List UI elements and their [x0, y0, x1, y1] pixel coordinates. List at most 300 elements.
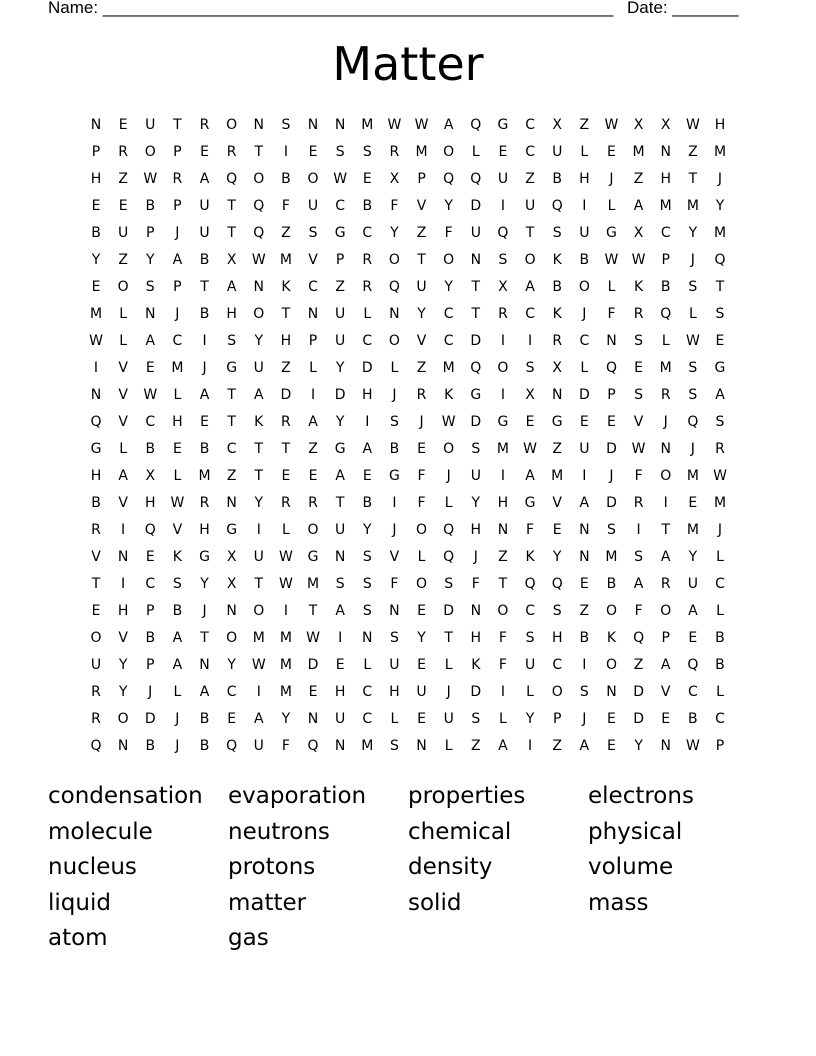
- grid-letter: E: [118, 117, 128, 133]
- grid-letter: K: [606, 630, 617, 646]
- grid-letter: V: [172, 522, 183, 538]
- grid-letter: N: [579, 522, 590, 538]
- grid-letter: S: [634, 549, 644, 565]
- grid-letter: B: [145, 441, 156, 457]
- grid-letter: N: [90, 117, 102, 133]
- grid-letter: N: [606, 684, 617, 700]
- grid-letter: G: [334, 225, 346, 241]
- grid-letter: J: [473, 549, 478, 565]
- grid-letter: A: [633, 576, 644, 592]
- grid-letter: V: [118, 495, 128, 511]
- grid-letter: U: [416, 279, 427, 295]
- grid-letter: B: [552, 171, 562, 187]
- grid-letter: S: [335, 576, 345, 592]
- grid-letter: A: [118, 468, 128, 484]
- grid-letter: C: [443, 333, 454, 349]
- grid-letter: S: [715, 414, 725, 430]
- word-bank-item: evaporation: [228, 783, 367, 809]
- grid-letter: E: [417, 657, 426, 673]
- grid-letter: C: [145, 576, 156, 592]
- grid-letter: Y: [525, 711, 535, 727]
- grid-letter: B: [199, 711, 210, 727]
- grid-letter: V: [118, 387, 128, 403]
- grid-letter: E: [308, 468, 318, 484]
- grid-letter: L: [363, 657, 372, 673]
- grid-letter: E: [200, 144, 209, 160]
- grid-letter: L: [716, 603, 724, 619]
- grid-letter: R: [362, 279, 373, 295]
- grid-letter: N: [579, 549, 590, 565]
- grid-letter: S: [552, 603, 562, 619]
- grid-letter: A: [688, 603, 698, 619]
- grid-letter: W: [251, 252, 266, 268]
- grid-letter: C: [226, 684, 237, 700]
- grid-letter: R: [552, 333, 563, 349]
- grid-letter: A: [172, 252, 183, 268]
- grid-letter: P: [146, 657, 155, 673]
- grid-letter: Q: [470, 171, 482, 187]
- grid-letter: I: [121, 522, 126, 538]
- grid-letter: M: [306, 576, 320, 592]
- grid-letter: F: [471, 576, 480, 592]
- grid-letter: U: [145, 117, 156, 133]
- grid-letter: T: [661, 522, 670, 538]
- grid-letter: F: [634, 468, 643, 484]
- grid-letter: D: [578, 387, 590, 403]
- grid-letter: D: [606, 441, 617, 457]
- grid-letter: S: [471, 441, 481, 457]
- grid-letter: M: [713, 225, 727, 241]
- grid-letter: Q: [253, 225, 265, 241]
- grid-letter: M: [659, 360, 672, 376]
- grid-letter: P: [661, 630, 670, 646]
- grid-letter: Q: [470, 360, 482, 376]
- grid-letter: T: [715, 279, 725, 295]
- grid-letter: Z: [416, 225, 427, 241]
- grid-letter: I: [310, 387, 316, 403]
- grid-letter: Y: [634, 738, 643, 754]
- grid-letter: Q: [443, 171, 455, 187]
- grid-letter: A: [308, 414, 318, 430]
- grid-letter: L: [173, 468, 182, 484]
- grid-letter: Y: [688, 549, 698, 565]
- grid-letter: M: [713, 495, 727, 511]
- grid-letter: M: [279, 252, 292, 268]
- grid-letter: N: [334, 738, 346, 754]
- grid-letter: W: [631, 252, 646, 268]
- grid-letter: Y: [417, 630, 426, 646]
- grid-letter: W: [306, 630, 320, 646]
- grid-letter: M: [171, 360, 184, 376]
- grid-letter: T: [688, 171, 698, 187]
- grid-letter: P: [146, 603, 155, 619]
- grid-letter: Q: [714, 252, 726, 268]
- grid-letter: T: [227, 414, 236, 430]
- grid-letter: X: [226, 252, 237, 268]
- grid-letter: R: [389, 144, 400, 160]
- grid-letter: I: [636, 522, 641, 538]
- grid-letter: I: [528, 738, 533, 754]
- grid-letter: F: [526, 522, 535, 538]
- grid-letter: A: [253, 387, 264, 403]
- grid-letter: S: [525, 630, 535, 646]
- grid-letter: Z: [552, 441, 562, 457]
- grid-letter: N: [416, 738, 427, 754]
- grid-letter: K: [552, 306, 562, 322]
- grid-letter: D: [443, 603, 455, 619]
- grid-letter: H: [117, 603, 129, 619]
- grid-letter: O: [307, 522, 319, 538]
- grid-letter: F: [417, 468, 426, 484]
- grid-letter: D: [470, 198, 482, 214]
- grid-letter: J: [175, 225, 180, 241]
- grid-letter: O: [578, 279, 590, 295]
- grid-letter: J: [717, 522, 723, 538]
- grid-letter: D: [470, 333, 482, 349]
- grid-letter: X: [145, 468, 156, 484]
- grid-letter: T: [308, 603, 318, 619]
- grid-letter: S: [335, 144, 345, 160]
- grid-letter: O: [443, 144, 455, 160]
- grid-letter: L: [444, 657, 453, 673]
- grid-letter: Q: [660, 306, 672, 322]
- grid-letter: X: [552, 117, 562, 133]
- grid-letter: N: [660, 144, 671, 160]
- grid-letter: O: [416, 576, 428, 592]
- grid-letter: L: [688, 306, 697, 322]
- grid-letter: G: [334, 441, 346, 457]
- grid-letter: V: [416, 333, 427, 349]
- grid-letter: S: [688, 279, 698, 295]
- grid-letter: L: [119, 333, 128, 349]
- grid-letter: U: [335, 306, 346, 322]
- grid-letter: B: [145, 630, 156, 646]
- grid-letter: H: [551, 630, 563, 646]
- grid-letter: W: [143, 171, 158, 187]
- grid-letter: S: [362, 549, 372, 565]
- grid-letter: Q: [307, 738, 319, 754]
- grid-letter: P: [715, 738, 725, 754]
- word-bank-item: neutrons: [228, 818, 330, 845]
- grid-letter: R: [91, 684, 101, 700]
- grid-letter: A: [199, 171, 210, 187]
- word-bank-item: physical: [588, 818, 683, 845]
- grid-letter: E: [145, 360, 155, 376]
- grid-letter: D: [470, 414, 482, 430]
- grid-letter: Y: [715, 198, 725, 214]
- word-bank-item: protons: [228, 854, 316, 881]
- grid-letter: Y: [227, 657, 236, 673]
- grid-letter: N: [660, 738, 671, 754]
- grid-letter: X: [226, 576, 237, 592]
- grid-letter: U: [199, 198, 210, 214]
- grid-letter: I: [338, 630, 343, 646]
- grid-letter: B: [145, 198, 156, 214]
- grid-letter: X: [525, 387, 535, 403]
- grid-letter: C: [443, 306, 454, 322]
- grid-letter: Q: [443, 522, 455, 538]
- grid-letter: I: [93, 360, 99, 376]
- grid-letter: H: [334, 684, 346, 700]
- grid-letter: N: [117, 549, 129, 565]
- grid-letter: U: [443, 711, 454, 727]
- grid-letter: F: [390, 198, 399, 214]
- grid-letter: E: [607, 144, 616, 160]
- grid-letter: M: [252, 630, 265, 646]
- grid-letter: T: [254, 468, 264, 484]
- grid-letter: S: [688, 360, 698, 376]
- grid-letter: E: [607, 738, 616, 754]
- grid-letter: Q: [443, 549, 455, 565]
- grid-letter: Z: [335, 279, 345, 295]
- grid-letter: U: [470, 225, 481, 241]
- grid-letter: O: [388, 252, 400, 268]
- grid-letter: F: [444, 225, 453, 241]
- grid-letter: L: [390, 711, 399, 727]
- grid-letter: M: [632, 144, 645, 160]
- grid-letter: E: [362, 171, 372, 187]
- grid-letter: R: [199, 117, 210, 133]
- grid-letter: H: [226, 306, 237, 322]
- grid-letter: Q: [605, 360, 617, 376]
- grid-letter: N: [307, 117, 319, 133]
- grid-letter: Y: [200, 576, 209, 592]
- grid-letter: D: [633, 711, 644, 727]
- word-bank-item: density: [408, 854, 493, 881]
- grid-letter: D: [361, 360, 373, 376]
- grid-letter: N: [145, 306, 156, 322]
- grid-letter: C: [525, 603, 535, 619]
- grid-letter: L: [471, 144, 480, 160]
- grid-letter: J: [717, 171, 723, 187]
- grid-letter: G: [524, 495, 536, 511]
- grid-letter: G: [497, 414, 509, 430]
- grid-letter: J: [148, 684, 153, 700]
- grid-letter: S: [471, 711, 481, 727]
- grid-letter: W: [251, 657, 266, 673]
- grid-letter: Y: [390, 225, 399, 241]
- grid-letter: E: [172, 441, 182, 457]
- grid-letter: N: [470, 252, 482, 268]
- grid-letter: V: [118, 630, 128, 646]
- grid-letter: K: [634, 279, 644, 295]
- grid-letter: O: [90, 630, 102, 646]
- grid-letter: L: [661, 333, 670, 349]
- grid-letter: N: [307, 711, 319, 727]
- grid-letter: U: [579, 441, 590, 457]
- grid-letter: U: [579, 225, 590, 241]
- grid-letter: Q: [687, 657, 699, 673]
- grid-letter: L: [119, 306, 128, 322]
- grid-letter: C: [308, 279, 318, 295]
- grid-letter: T: [281, 441, 291, 457]
- grid-letter: I: [500, 684, 505, 700]
- grid-letter: I: [283, 603, 288, 619]
- grid-letter: B: [362, 198, 373, 214]
- word-bank: [48, 781, 768, 959]
- grid-letter: Q: [253, 198, 265, 214]
- grid-letter: E: [200, 414, 209, 430]
- grid-letter: R: [199, 495, 210, 511]
- grid-letter: F: [281, 198, 290, 214]
- grid-letter: I: [392, 495, 397, 511]
- grid-letter: H: [280, 333, 292, 349]
- grid-letter: J: [582, 306, 587, 322]
- grid-letter: J: [175, 738, 180, 754]
- grid-letter: J: [202, 360, 207, 376]
- grid-letter: W: [441, 414, 456, 430]
- grid-letter: R: [281, 414, 291, 430]
- grid-letter: U: [253, 360, 264, 376]
- grid-letter: A: [660, 549, 671, 565]
- grid-letter: O: [497, 603, 509, 619]
- grid-letter: H: [389, 684, 400, 700]
- grid-letter: B: [688, 711, 698, 727]
- grid-letter: T: [200, 630, 209, 646]
- grid-letter: R: [308, 495, 318, 511]
- grid-letter: O: [226, 117, 238, 133]
- grid-letter: Z: [118, 171, 128, 187]
- grid-letter: S: [362, 576, 372, 592]
- grid-letter: N: [389, 306, 400, 322]
- grid-letter: V: [633, 414, 644, 430]
- grid-letter: E: [661, 711, 671, 727]
- grid-letter: H: [90, 171, 102, 187]
- grid-letter: N: [470, 603, 482, 619]
- grid-letter: O: [605, 603, 617, 619]
- grid-letter: Z: [281, 225, 291, 241]
- grid-letter: S: [362, 144, 372, 160]
- grid-letter: V: [416, 198, 427, 214]
- grid-letter: G: [714, 360, 726, 376]
- grid-letter: K: [281, 279, 291, 295]
- grid-letter: N: [199, 657, 210, 673]
- grid-letter: K: [254, 414, 264, 430]
- grid-letter: W: [685, 333, 700, 349]
- grid-letter: Y: [254, 495, 264, 511]
- grid-letter: T: [173, 117, 182, 133]
- grid-letter: T: [91, 576, 101, 592]
- grid-letter: O: [388, 333, 400, 349]
- grid-letter: U: [524, 198, 536, 214]
- grid-letter: B: [91, 225, 101, 241]
- grid-letter: A: [226, 279, 237, 295]
- grid-letter: N: [253, 279, 264, 295]
- grid-letter: E: [91, 603, 101, 619]
- grid-letter: O: [443, 441, 455, 457]
- grid-letter: O: [144, 144, 156, 160]
- grid-letter: U: [253, 549, 264, 565]
- grid-letter: D: [470, 684, 482, 700]
- grid-letter: B: [145, 738, 156, 754]
- grid-letter: P: [91, 144, 101, 160]
- grid-letter: X: [633, 225, 644, 241]
- grid-letter: S: [227, 333, 237, 349]
- grid-letter: K: [552, 252, 562, 268]
- grid-letter: A: [172, 657, 183, 673]
- grid-letter: U: [199, 225, 210, 241]
- grid-letter: T: [525, 225, 535, 241]
- word-bank-item: electrons: [588, 783, 694, 809]
- grid-letter: T: [227, 225, 236, 241]
- grid-letter: V: [308, 252, 318, 268]
- grid-letter: V: [660, 684, 671, 700]
- grid-letter: G: [226, 360, 238, 376]
- grid-letter: M: [659, 198, 672, 214]
- grid-letter: Z: [226, 468, 237, 484]
- grid-letter: J: [175, 306, 180, 322]
- grid-letter: L: [363, 306, 372, 322]
- word-bank-item: chemical: [408, 818, 512, 845]
- grid-letter: A: [579, 495, 590, 511]
- grid-letter: Y: [444, 198, 453, 214]
- grid-letter: R: [660, 387, 671, 403]
- grid-letter: G: [90, 441, 102, 457]
- grid-letter: S: [389, 738, 399, 754]
- grid-letter: O: [307, 171, 319, 187]
- grid-letter: W: [143, 387, 158, 403]
- grid-letter: L: [580, 144, 589, 160]
- grid-letter: P: [146, 225, 155, 241]
- grid-letter: G: [226, 522, 238, 538]
- grid-letter: C: [362, 684, 373, 700]
- grid-letter: I: [256, 522, 261, 538]
- grid-letter: S: [552, 225, 562, 241]
- grid-letter: P: [661, 252, 670, 268]
- grid-letter: L: [390, 360, 399, 376]
- grid-letter: J: [690, 252, 695, 268]
- grid-letter: R: [362, 252, 373, 268]
- grid-letter: B: [91, 495, 101, 511]
- grid-letter: L: [173, 387, 182, 403]
- grid-letter: X: [552, 360, 562, 376]
- grid-letter: E: [335, 657, 345, 673]
- grid-letter: N: [334, 117, 346, 133]
- grid-letter: I: [500, 468, 505, 484]
- grid-letter: O: [117, 279, 129, 295]
- word-bank-item: atom: [48, 925, 108, 952]
- grid-letter: E: [417, 441, 426, 457]
- grid-letter: I: [582, 198, 587, 214]
- grid-letter: M: [605, 549, 618, 565]
- grid-letter: M: [279, 630, 292, 646]
- grid-letter: W: [89, 333, 103, 349]
- grid-letter: L: [716, 684, 724, 700]
- grid-letter: V: [118, 414, 128, 430]
- grid-letter: S: [444, 576, 454, 592]
- grid-letter: C: [172, 333, 183, 349]
- grid-letter: N: [362, 630, 373, 646]
- grid-letter: C: [525, 144, 535, 160]
- grid-letter: Y: [145, 252, 155, 268]
- word-bank-item: condensation: [48, 783, 203, 809]
- grid-letter: J: [446, 468, 451, 484]
- grid-letter: Y: [281, 711, 291, 727]
- grid-letter: E: [91, 198, 101, 214]
- grid-letter: C: [525, 117, 535, 133]
- grid-letter: P: [335, 252, 345, 268]
- grid-letter: G: [199, 549, 210, 565]
- grid-letter: O: [605, 657, 617, 673]
- grid-letter: H: [470, 522, 482, 538]
- grid-letter: Z: [633, 171, 644, 187]
- grid-letter: C: [525, 306, 535, 322]
- grid-letter: S: [308, 225, 318, 241]
- grid-letter: Y: [417, 306, 426, 322]
- grid-letter: L: [607, 198, 616, 214]
- grid-letter: Z: [471, 738, 481, 754]
- grid-letter: N: [90, 387, 102, 403]
